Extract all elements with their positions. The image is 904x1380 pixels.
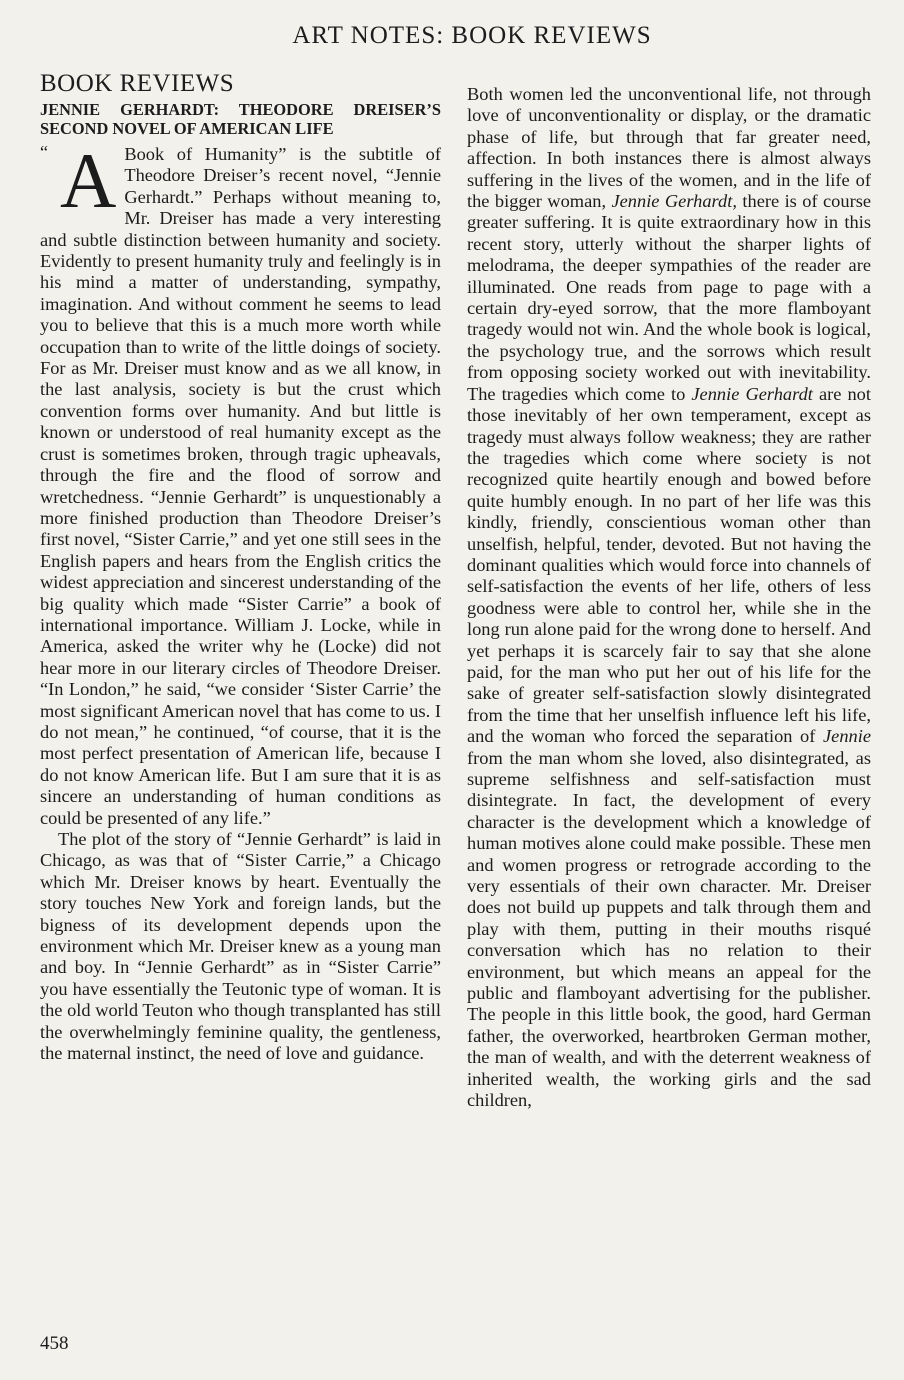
- italic-jennie-gerhardt-2: Jennie Gerhardt: [691, 383, 813, 404]
- open-quote: “: [40, 142, 48, 162]
- left-column: [40, 70, 441, 1064]
- right-text-4: from the man whom she loved, also disintegrated, as supreme selfishness and self-satisfaction must disintegrate. In fact, the development of every character is the development which a knowledge of human motives alone could make possible. These men and women progress or retrograde according to the very essentials of their own character. Mr. Dreiser does not build up puppets and talk through them and play with them, putting in their mouths risqué conversation which has no relation to their environment, but which means an appeal for the public and flamboyant advertising for the publisher. The people in this little book, the good, hard German father, the overworked, heartbroken German mother, the man of wealth, and with the deterrent weakness of inherited wealth, the working girls and the sad children,: [467, 747, 871, 1111]
- right-text-1: Both women led the unconventional life, not through love of unconventionality or display, or the dramatic phase of life, but through that far greater need, affection. In both instances there is almost always suffering in the lives of the women, and in the life of the bigger woman,: [467, 84, 871, 212]
- drop-cap: A: [60, 137, 117, 224]
- second-paragraph: The plot of the story of “Jennie Gerhardt” is laid in Chicago, as was that of “Sister Carrie,” a Chicago which Mr. Dreiser knows by heart. Eventually the story touches New York and foreign lands, but the bigness of its development depends upon the environment which Mr. Dreiser knew as a young man and boy. In “Jennie Gerhardt” as in “Sister Carrie” you have essentially the Teutonic type of woman. It is the old world Teuton who though transplanted has still the overwhelmingly feminine quality, the gentleness, the maternal instinct, the need of love and guidance.: [40, 829, 441, 1064]
- article-subtitle: JENNIE GERHARDT: THEODORE DREISER’S SECOND NOVEL OF AMERICAN LIFE: [40, 100, 441, 138]
- right-text-3: are not those inevitably of her own temperament, except as tragedy must always follow weakness; they are rather the tragedies which come where society is not recognized quite heartily enough and bowed before quite humbly enough. In no part of her life was this kindly, friendly, conscientious woman other than unselfish, helpful, tender, devoted. But not having the dominant qualities which would force into channels of self-satisfaction the events of her life, others of less goodness were able to control her, while she in the long run alone paid for the wrong done to herself. And yet perhaps it is scarcely fair to say that she alone paid, for the man who put her out of his life for the sake of greater self-satisfaction slowly disintegrated from the time that her unselfish influence left his life, and the woman who forced the separation of: [467, 383, 871, 747]
- right-text-2: there is of course greater suffering. It is quite extraordinary how in this recent story, utterly without the sharper lights of melodrama, the deeper sympathies of the reader are illuminated. One reads from page to page with a certain dry-eyed sorrow, that the more flamboyant tragedy would not win. And the whole book is logical, the psychology true, and the sorrows which result from opposing society worked out with inevitability. The tragedies which come to: [467, 191, 872, 404]
- opening-paragraph: [40, 137, 441, 829]
- right-paragraph: [467, 84, 871, 1112]
- right-column: [467, 84, 871, 1112]
- italic-jennie: Jennie: [823, 726, 871, 747]
- opening-text: Book of Humanity” is the subtitle of Theodore Dreiser’s recent novel, “Jennie Gerhardt.” Perhaps without meaning to, Mr. Dreiser has made a very interesting and subtle distinction between humanity and society. Evidently to present humanity truly and feelingly is in his mind a matter of understanding, sympathy, imagination. And without comment he seems to lead you to believe that this is a much more worth while occupation than to write of the little doings of society. For as Mr. Dreiser must know and as we all know, in the last analysis, society is but the crust which convention forms over humanity. And but little is known or understood of real humanity except as the crust is sometimes broken, through tragic upheavals, through the fire and the flood of sorrow and wretchedness. “Jennie Gerhardt” is unquestionably a more finished production than Theodore Dreiser’s first novel, “Sister Carrie,” and yet one still sees in the English papers and hears from the English critics the widest appreciation and sincerest understanding of the big quality which made “Sister Carrie” a book of international importance. William J. Locke, while in America, asked the writer why he (Locke) did not hear more in our literary circles of Theodore Dreiser. “In London,” he said, “we consider ‘Sister Carrie’ the most significant American novel that has come to us. I do not mean,” he continued, “of course, that it is the most perfect presentation of American life, because I do not know American life. But I am sure that it is as sincere an understanding of human conditions as could be presented of any life.”: [40, 144, 441, 828]
- italic-jennie-gerhardt-1: Jennie Gerhardt,: [611, 191, 737, 212]
- page-number: 458: [40, 1333, 69, 1354]
- section-title: BOOK REVIEWS: [40, 70, 235, 97]
- running-head: ART NOTES: BOOK REVIEWS: [292, 22, 652, 49]
